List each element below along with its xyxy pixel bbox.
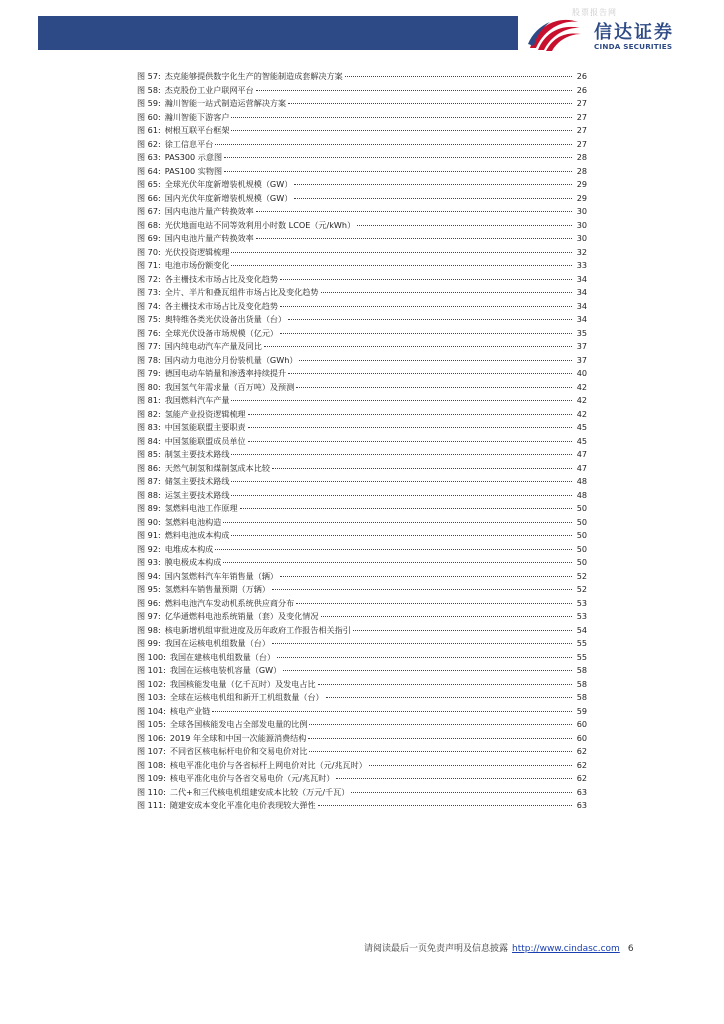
toc-entry[interactable] [137,664,587,678]
toc-page-number: 50 [576,503,587,513]
toc-dot-leader [264,345,572,347]
toc-dot-leader [280,575,572,577]
toc-dot-leader [231,116,572,118]
toc-dot-leader [288,372,572,374]
toc-figure-title: 制氢主要技术路线 [164,449,230,459]
toc-figure-title: 我国氢气年需求量（百万吨）及预测 [164,381,295,392]
toc-entry[interactable] [137,475,587,489]
toc-dot-leader [321,291,573,293]
toc-figure-label: 图 98: [137,624,161,635]
toc-entry[interactable] [137,786,587,800]
toc-entry[interactable] [137,205,587,219]
toc-figure-label: 图 80: [137,381,161,392]
toc-page-number: 32 [576,246,587,257]
toc-figure-title: 我国燃料汽车产量 [164,395,230,405]
toc-figure-title: 中国氢能联盟成员单位 [164,435,246,446]
footer-website-link[interactable]: http://www.cindasc.com [512,944,620,954]
toc-dot-leader [369,764,572,766]
toc-page-number: 40 [576,368,587,378]
toc-figure-title: 各主栅技术市场占比及变化趋势 [164,273,279,284]
toc-entry[interactable] [137,394,587,408]
toc-entry[interactable] [137,421,587,435]
toc-entry[interactable] [137,624,587,638]
toc-figure-title: 全球在运核电机组和新开工机组数量（台） [169,692,324,702]
toc-page-number: 48 [576,489,587,500]
toc-page-number: 29 [576,192,587,203]
toc-figure-title: PAS300 示意图 [164,152,223,162]
toc-page-number: 30 [576,206,587,216]
toc-page-number: 34 [576,300,587,311]
logo-english-name: CINDA SECURITIES [594,42,673,51]
toc-dot-leader [248,413,572,415]
toc-figure-label: 图 64: [137,165,161,176]
toc-page-number: 62 [576,759,587,770]
toc-entry[interactable] [137,286,587,300]
toc-dot-leader [357,224,572,226]
toc-figure-title: 国内纯电动汽车产量及同比 [164,341,262,351]
toc-figure-title: 奥特维各类光伏设备出货量（台） [164,314,287,324]
toc-entry[interactable] [137,313,587,327]
toc-entry[interactable] [137,462,587,476]
toc-entry[interactable] [137,97,587,111]
toc-figure-label: 图 76: [137,327,161,338]
toc-figure-label: 图 103: [137,692,166,702]
toc-dot-leader [223,561,572,563]
toc-figure-label: 图 59: [137,98,161,108]
toc-figure-label: 图 86: [137,462,161,473]
toc-dot-leader [248,426,572,428]
toc-page-number: 48 [576,476,587,486]
toc-figure-title: 2019 年全球和中国一次能源消费结构 [169,732,307,743]
toc-entry[interactable] [137,489,587,503]
toc-figure-label: 图 70: [137,246,161,257]
figure-list [137,70,587,813]
toc-figure-label: 图 67: [137,206,161,216]
toc-figure-label: 图 60: [137,111,161,122]
toc-entry[interactable] [137,678,587,692]
toc-figure-label: 图 107: [137,746,166,756]
toc-figure-title: 随建安成本变化平准化电价表现较大弹性 [169,800,316,810]
toc-page-number: 45 [576,422,587,432]
toc-figure-title: 电堆成本构成 [164,543,214,554]
toc-figure-title: 国内动力电池分月份装机量（GWh） [164,354,298,365]
toc-figure-label: 图 68: [137,219,161,230]
toc-page-number: 37 [576,354,587,365]
toc-figure-label: 图 74: [137,300,161,311]
toc-dot-leader [280,278,572,280]
toc-dot-leader [248,440,572,442]
toc-figure-title: 氢能产业投资逻辑梳理 [164,408,246,419]
toc-dot-leader [280,332,572,334]
toc-page-number: 45 [576,435,587,446]
toc-figure-label: 图 65: [137,179,161,189]
toc-figure-title: 国内氢燃料汽车年销售量（辆） [164,570,279,581]
toc-figure-label: 图 97: [137,611,161,621]
toc-dot-leader [283,669,572,671]
toc-page-number: 27 [576,111,587,122]
toc-entry[interactable] [137,219,587,233]
page-footer [364,941,634,954]
toc-figure-title: 电池市场份额变化 [164,260,230,270]
toc-figure-title: 我国在运核电机组数量（台） [164,638,270,648]
toc-figure-title: 全球光伏年度新增装机规模（GW） [164,179,293,189]
toc-dot-leader [231,480,572,482]
toc-entry[interactable] [137,637,587,651]
toc-entry[interactable] [137,732,587,746]
toc-entry[interactable] [137,327,587,341]
toc-dot-leader [240,507,572,509]
toc-figure-label: 图 110: [137,786,166,797]
toc-page-number: 55 [576,651,587,662]
toc-page-number: 28 [576,152,587,162]
toc-dot-leader [326,696,572,698]
toc-figure-title: 燃料电池成本构成 [164,530,230,540]
toc-entry[interactable] [137,772,587,786]
toc-page-number: 35 [576,327,587,338]
toc-figure-label: 图 105: [137,719,166,729]
toc-page-number: 50 [576,530,587,540]
toc-figure-title: 中国氢能联盟主要职责 [164,422,246,432]
toc-figure-label: 图 91: [137,530,161,540]
toc-figure-label: 图 69: [137,233,161,243]
toc-page-number: 37 [576,341,587,351]
toc-dot-leader [231,494,572,496]
toc-page-number: 62 [576,746,587,756]
toc-figure-label: 图 83: [137,422,161,432]
toc-dot-leader [280,305,572,307]
toc-page-number: 33 [576,260,587,270]
toc-page-number: 47 [576,462,587,473]
toc-dot-leader [215,548,572,550]
toc-page-number: 34 [576,287,587,297]
toc-figure-title: 核电平准化电价与各省交易电价（元/兆瓦时） [169,773,335,783]
toc-figure-title: 光伏地面电站不同等效利用小时数 LCOE（元/kWh） [164,219,356,230]
toc-dot-leader [231,264,572,266]
toc-page-number: 26 [576,84,587,95]
toc-dot-leader [296,602,572,604]
toc-entry[interactable] [137,273,587,287]
toc-dot-leader [224,156,572,158]
toc-page-number: 55 [576,638,587,648]
toc-page-number: 30 [576,233,587,243]
toc-dot-leader [224,170,572,172]
toc-figure-label: 图 78: [137,354,161,365]
toc-page-number: 26 [576,71,587,81]
toc-figure-label: 图 106: [137,732,166,743]
toc-figure-title: 我国在建核电机组数量（台） [169,651,276,662]
toc-figure-label: 图 77: [137,341,161,351]
toc-figure-title: 核电产业链 [169,705,211,716]
toc-entry[interactable] [137,651,587,665]
toc-figure-label: 图 88: [137,489,161,500]
toc-figure-label: 图 72: [137,273,161,284]
toc-entry[interactable] [137,340,587,354]
toc-page-number: 34 [576,273,587,284]
toc-figure-title: 亿华通燃料电池系统销量（套）及变化情况 [164,611,319,621]
toc-figure-title: 膜电极成本构成 [164,557,222,567]
toc-entry[interactable] [137,192,587,206]
toc-entry[interactable] [137,151,587,165]
toc-page-number: 58 [576,678,587,689]
toc-figure-title: 全球各国核能发电占全部发电量的比例 [169,719,308,729]
toc-figure-label: 图 62: [137,138,161,149]
toc-dot-leader [277,656,572,658]
toc-dot-leader [309,723,572,725]
toc-entry[interactable] [137,178,587,192]
toc-figure-title: 杰克能够提供数字化生产的智能制造成套解决方案 [164,71,343,81]
toc-dot-leader [256,210,572,212]
toc-page-number: 63 [576,800,587,810]
toc-figure-title: 树根互联平台框架 [164,125,230,135]
toc-figure-label: 图 99: [137,638,161,648]
toc-figure-title: 核电平准化电价与各省标杆上网电价对比（元/兆瓦时） [169,759,367,770]
toc-page-number: 58 [576,665,587,675]
toc-figure-label: 图 84: [137,435,161,446]
toc-dot-leader [272,642,572,644]
toc-figure-title: 全片、半片和叠瓦组件市场占比及变化趋势 [164,287,319,297]
toc-dot-leader [318,683,572,685]
toc-dot-leader [288,102,572,104]
cinda-logo-mark-icon [526,14,582,54]
toc-figure-title: 全球光伏设备市场规模（亿元） [164,327,279,338]
toc-page-number: 52 [576,570,587,581]
toc-dot-leader [231,534,572,536]
toc-page-number: 42 [576,381,587,392]
toc-figure-label: 图 66: [137,192,161,203]
toc-entry[interactable] [137,448,587,462]
toc-figure-title: 国内光伏年度新增装机规模（GW） [164,192,293,203]
toc-figure-title: 燃料电池汽车发动机系统供应商分布 [164,597,295,608]
toc-dot-leader [256,237,572,239]
toc-entry[interactable] [137,381,587,395]
toc-figure-label: 图 101: [137,665,166,675]
toc-entry[interactable] [137,246,587,260]
toc-figure-label: 图 104: [137,705,166,716]
toc-figure-title: 氢燃料车销售量预期（万辆） [164,584,270,594]
toc-dot-leader [294,183,572,185]
toc-page-number: 27 [576,125,587,135]
toc-entry[interactable] [137,70,587,84]
toc-entry[interactable] [137,165,587,179]
toc-figure-label: 图 81: [137,395,161,405]
toc-page-number: 54 [576,624,587,635]
toc-figure-label: 图 102: [137,678,166,689]
toc-dot-leader [272,467,572,469]
toc-figure-title: 储氢主要技术路线 [164,476,230,486]
toc-figure-title: 二代+和三代核电机组建安成本比较（万元/千瓦） [169,786,350,797]
watermark-text: 股票报告网 [572,8,617,17]
toc-dot-leader [351,791,572,793]
toc-figure-title: 我国在运核电装机容量（GW） [169,665,282,675]
toc-figure-title: 氢燃料电池工作原理 [164,503,238,513]
toc-figure-title: 徐工信息平台 [164,138,214,149]
toc-figure-label: 图 109: [137,773,166,783]
toc-entry[interactable] [137,502,587,516]
toc-dot-leader [272,588,572,590]
toc-entry[interactable] [137,543,587,557]
toc-page-number: 62 [576,773,587,783]
toc-figure-label: 图 100: [137,651,166,662]
toc-figure-title: 我国核能发电量（亿千瓦时）及发电占比 [169,678,316,689]
toc-figure-label: 图 73: [137,287,161,297]
toc-entry[interactable] [137,259,587,273]
logo-chinese-name: 信达证券 [594,22,674,43]
toc-entry[interactable] [137,570,587,584]
toc-dot-leader [308,737,572,739]
toc-page-number: 50 [576,516,587,527]
toc-figure-title: 运氢主要技术路线 [164,489,230,500]
toc-entry[interactable] [137,408,587,422]
toc-page-number: 60 [576,732,587,743]
toc-entry[interactable] [137,691,587,705]
toc-entry[interactable] [137,138,587,152]
toc-figure-label: 图 90: [137,516,161,527]
toc-dot-leader [215,143,572,145]
toc-entry[interactable] [137,529,587,543]
toc-figure-title: 杰克股份工业户联网平台 [164,84,254,95]
toc-entry[interactable] [137,232,587,246]
toc-entry[interactable] [137,300,587,314]
toc-dot-leader [231,251,572,253]
toc-page-number: 59 [576,705,587,716]
toc-dot-leader [231,129,572,131]
toc-page-number: 27 [576,98,587,108]
toc-page-number: 58 [576,692,587,702]
toc-figure-label: 图 87: [137,476,161,486]
toc-figure-label: 图 108: [137,759,166,770]
toc-page-number: 42 [576,395,587,405]
toc-figure-label: 图 57: [137,71,161,81]
toc-figure-title: 德国电动车销量和渗透率持续提升 [164,368,287,378]
toc-dot-leader [231,399,572,401]
toc-figure-label: 图 61: [137,125,161,135]
toc-page-number: 42 [576,408,587,419]
toc-figure-label: 图 93: [137,557,161,567]
toc-page-number: 47 [576,449,587,459]
toc-dot-leader [294,197,572,199]
toc-figure-label: 图 82: [137,408,161,419]
toc-dot-leader [256,89,572,91]
toc-entry[interactable] [137,759,587,773]
toc-entry[interactable] [137,435,587,449]
toc-figure-title: 瀚川智能下游客户 [164,111,230,122]
toc-entry[interactable] [137,745,587,759]
toc-dot-leader [353,629,572,631]
toc-figure-label: 图 75: [137,314,161,324]
toc-figure-label: 图 63: [137,152,161,162]
toc-figure-title: 国内电池片量产转换效率 [164,233,254,243]
toc-figure-title: 各主栅技术市场占比及变化趋势 [164,300,279,311]
toc-figure-label: 图 95: [137,584,161,594]
toc-figure-label: 图 94: [137,570,161,581]
toc-entry[interactable] [137,367,587,381]
toc-entry[interactable] [137,597,587,611]
toc-figure-title: PAS100 实物图 [164,165,223,176]
toc-dot-leader [212,710,572,712]
toc-dot-leader [318,804,572,806]
page-number: 6 [627,944,634,954]
toc-figure-label: 图 79: [137,368,161,378]
toc-entry[interactable] [137,111,587,125]
toc-figure-label: 图 85: [137,449,161,459]
toc-dot-leader [231,453,572,455]
toc-entry[interactable] [137,583,587,597]
toc-entry[interactable] [137,124,587,138]
toc-page-number: 53 [576,597,587,608]
footer-disclaimer: 请阅读最后一页免责声明及信息披露 [364,944,509,954]
toc-dot-leader [223,521,572,523]
toc-page-number: 34 [576,314,587,324]
toc-dot-leader [296,386,572,388]
toc-entry[interactable] [137,556,587,570]
toc-page-number: 60 [576,719,587,729]
toc-figure-title: 氢燃料电池构造 [164,516,222,527]
toc-figure-label: 图 111: [137,800,166,810]
toc-entry[interactable] [137,354,587,368]
toc-dot-leader [309,750,572,752]
toc-page-number: 63 [576,786,587,797]
toc-figure-label: 图 92: [137,543,161,554]
toc-figure-label: 图 71: [137,260,161,270]
toc-figure-label: 图 96: [137,597,161,608]
toc-entry[interactable] [137,718,587,732]
toc-dot-leader [336,777,572,779]
toc-dot-leader [321,615,573,617]
toc-page-number: 29 [576,179,587,189]
toc-entry[interactable] [137,799,587,813]
toc-figure-label: 图 58: [137,84,161,95]
toc-entry[interactable] [137,705,587,719]
toc-figure-title: 光伏投资逻辑梳理 [164,246,230,257]
header-color-band [38,16,518,50]
toc-figure-title: 瀚川智能一站式制造运营解决方案 [164,98,287,108]
toc-dot-leader [288,318,572,320]
toc-figure-title: 国内电池片量产转换效率 [164,206,254,216]
toc-page-number: 28 [576,165,587,176]
toc-entry[interactable] [137,516,587,530]
toc-entry[interactable] [137,84,587,98]
toc-page-number: 50 [576,543,587,554]
toc-figure-title: 核电新增机组审批进度及历年政府工作报告相关指引 [164,624,351,635]
toc-figure-label: 图 89: [137,503,161,513]
toc-page-number: 50 [576,557,587,567]
toc-figure-title: 天然气制氢和煤制氢成本比较 [164,462,270,473]
toc-page-number: 30 [576,219,587,230]
toc-page-number: 27 [576,138,587,149]
toc-dot-leader [299,359,572,361]
toc-entry[interactable] [137,610,587,624]
cinda-logo [526,14,706,54]
toc-dot-leader [345,75,572,77]
toc-figure-title: 不同省区核电标杆电价和交易电价对比 [169,746,308,756]
toc-page-number: 52 [576,584,587,594]
toc-page-number: 53 [576,611,587,621]
